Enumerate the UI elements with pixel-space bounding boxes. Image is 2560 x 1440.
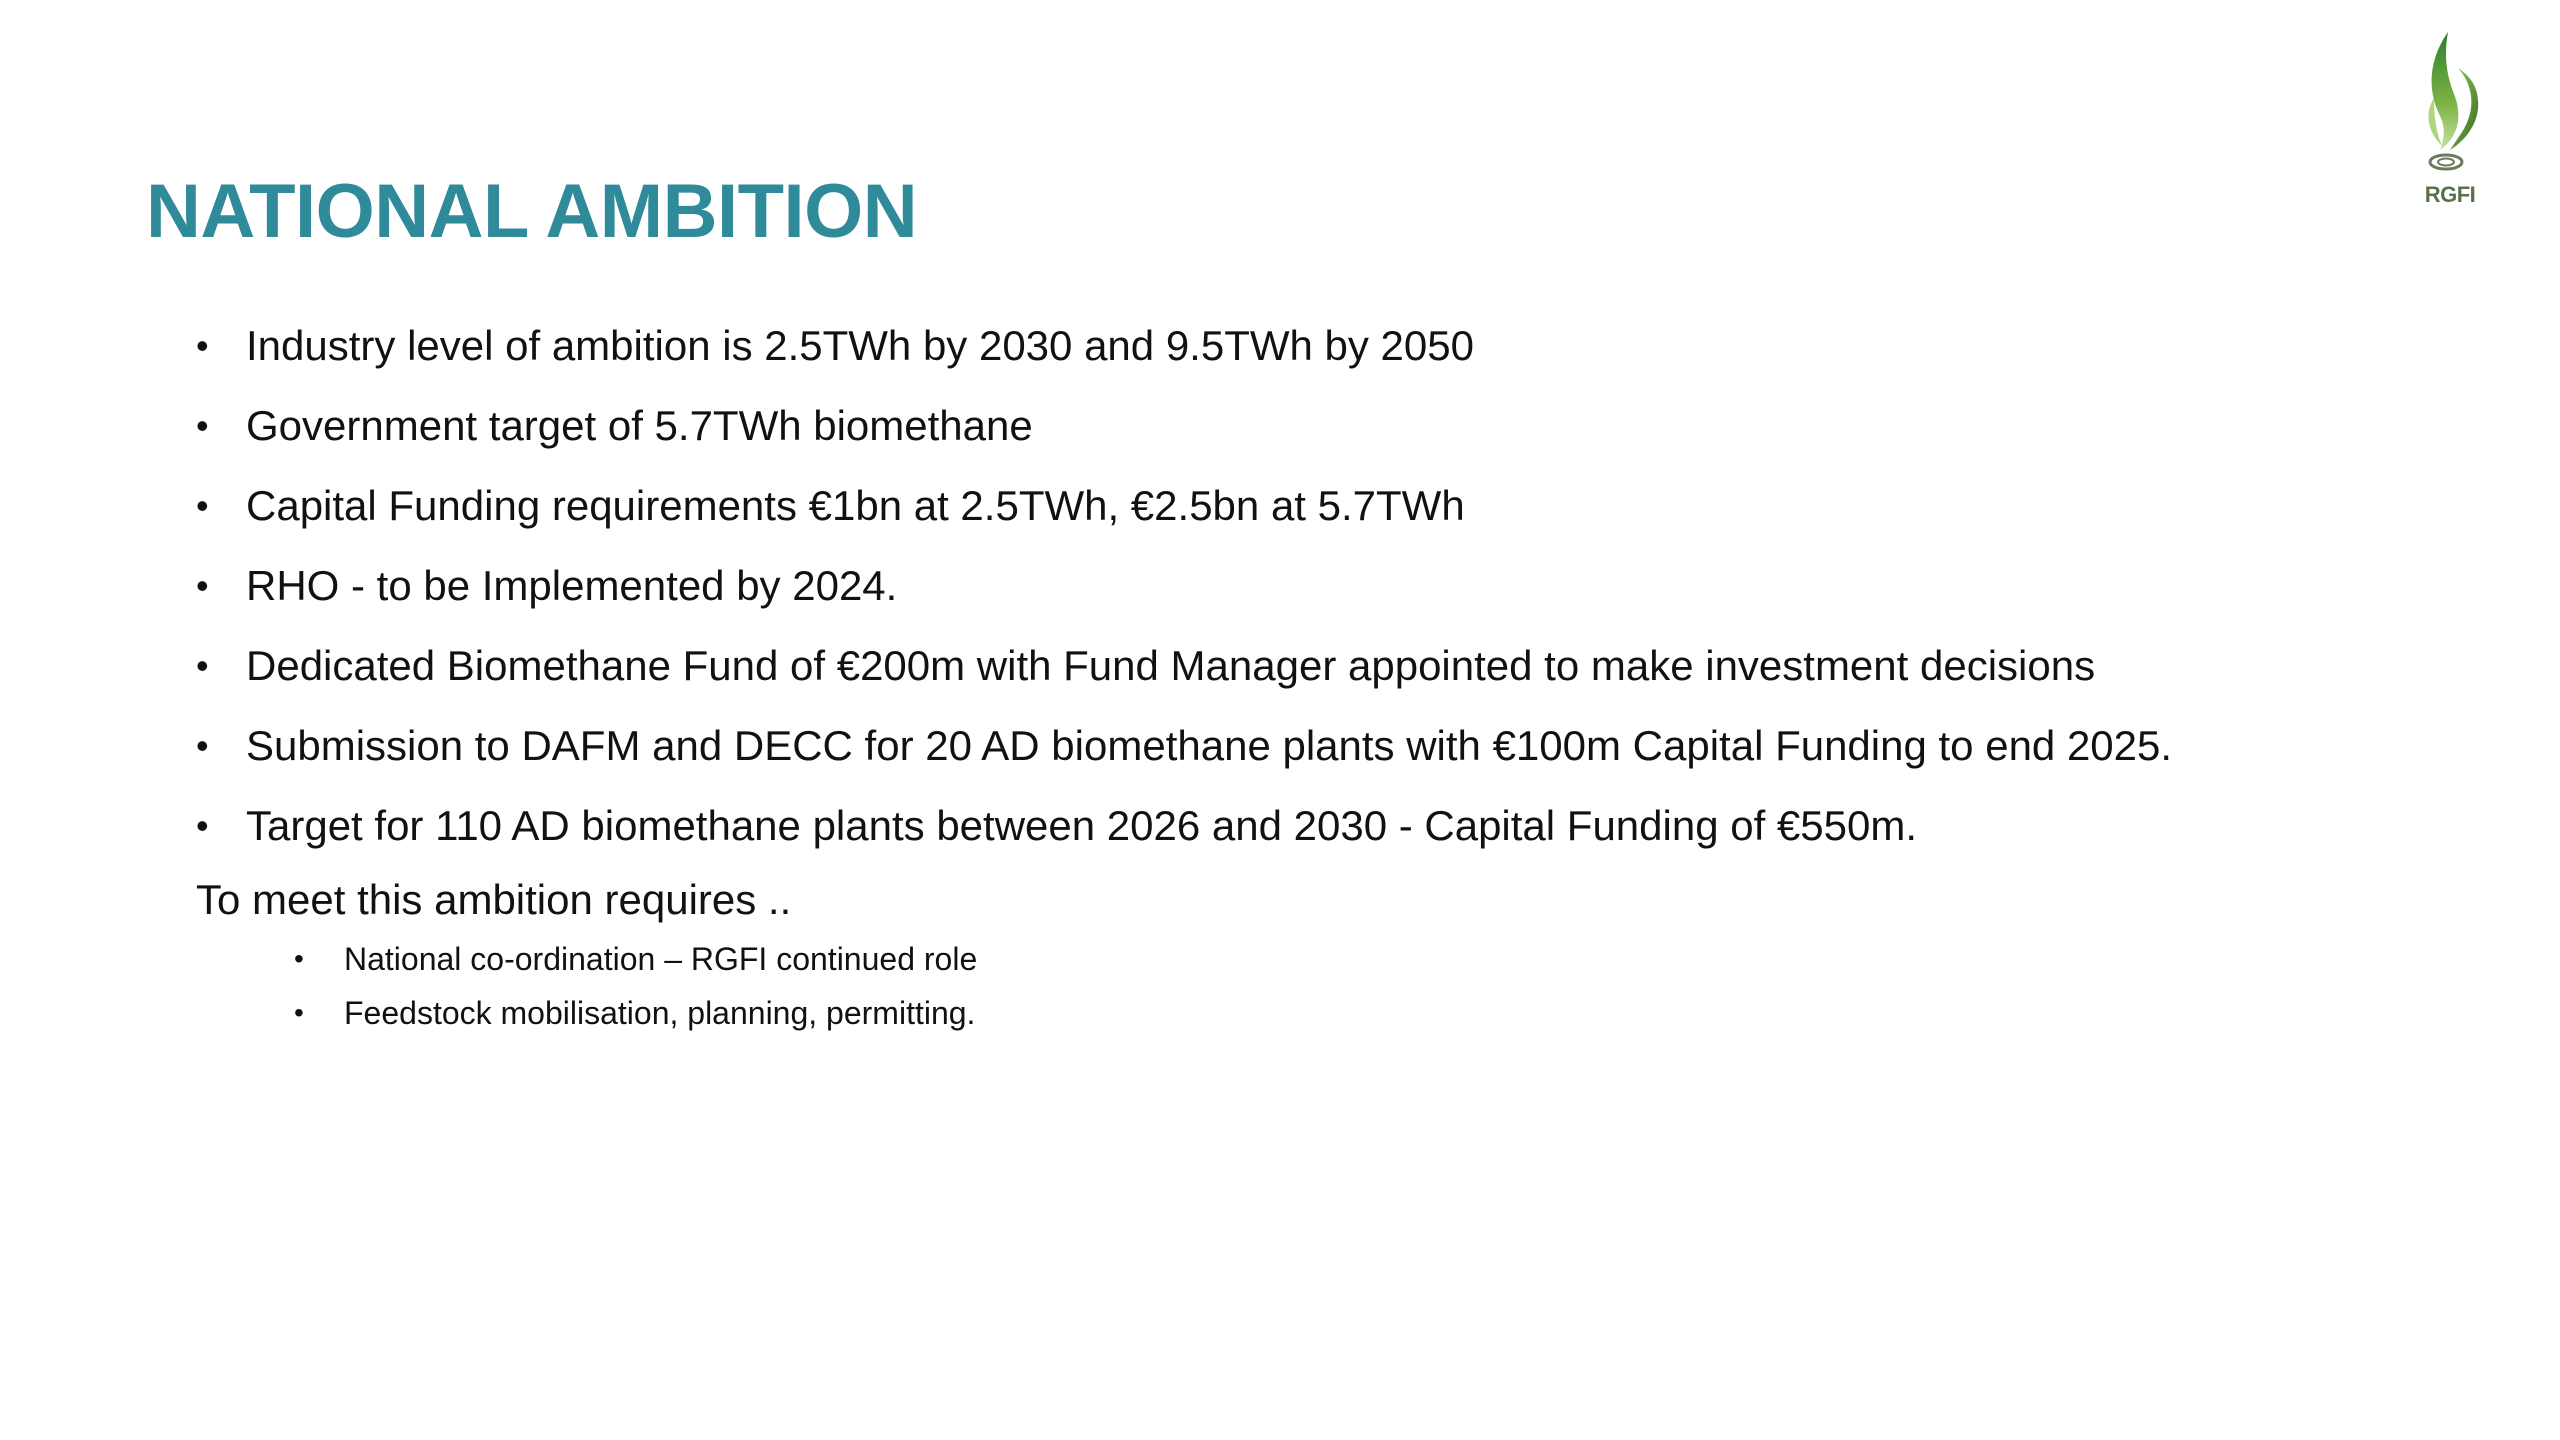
bullet-text: Dedicated Biomethane Fund of €200m with Fund Manager appointed to make investment decisions [246,642,2096,689]
bullet-dot: • [196,725,209,766]
bullet-item [196,636,2496,716]
bullet-item [196,556,2496,636]
bullet-dot: • [196,485,209,526]
bullet-text: Submission to DAFM and DECC for 20 AD biomethane plants with €100m Capital Funding to end 2025. [246,722,2173,769]
bullet-item [196,396,2496,476]
bullet-item [196,716,2496,796]
bullet-dot: • [196,405,209,446]
bullet-dot: • [196,565,209,606]
bullet-dot: • [196,645,209,686]
sub-bullet-text: National co-ordination – RGFI continued role [344,941,978,977]
bullet-dot: • [294,997,304,1028]
bullet-text: Government target of 5.7TWh biomethane [246,402,1033,449]
bullet-dot: • [196,805,209,846]
bullet-text: Industry level of ambition is 2.5TWh by 2030 and 9.5TWh by 2050 [246,322,1474,369]
slide-title: NATIONAL AMBITION [146,169,918,254]
logo-text: RGFI [2424,182,2476,207]
sub-bullet-list [294,936,977,1044]
bullet-item [196,316,2496,396]
sub-bullet-item [294,990,977,1044]
bullet-text: RHO - to be Implemented by 2024. [246,562,898,609]
sub-bullet-text: Feedstock mobilisation, planning, permitting. [344,995,976,1031]
bullet-item [196,476,2496,556]
flame-leaf-icon [2400,28,2500,188]
sub-bullet-item [294,936,977,990]
bullet-dot: • [196,325,209,366]
bullet-item [196,796,2496,876]
rgfi-logo [2400,28,2500,208]
bullet-list [196,316,2496,876]
lead-text: To meet this ambition requires .. [196,876,792,923]
bullet-text: Target for 110 AD biomethane plants between 2026 and 2030 - Capital Funding of €550m. [246,802,1918,849]
bullet-text: Capital Funding requirements €1bn at 2.5TWh, €2.5bn at 5.7TWh [246,482,1465,529]
bullet-dot: • [294,943,304,974]
